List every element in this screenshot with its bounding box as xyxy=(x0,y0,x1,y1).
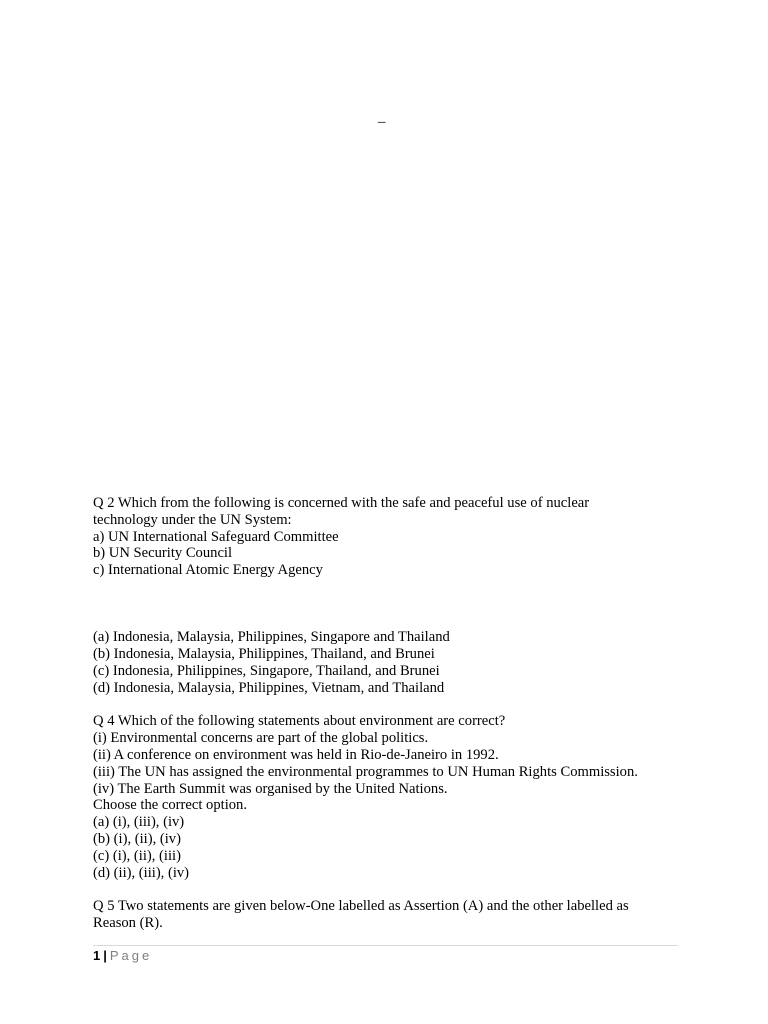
question-3-option-c: (c) Indonesia, Philippines, Singapore, Thailand, and Brunei xyxy=(93,662,440,679)
question-2-option-c: c) International Atomic Energy Agency xyxy=(93,562,323,579)
question-4-statement-iii: (iii) The UN has assigned the environmental programmes to UN Human Rights Commission. xyxy=(93,763,638,780)
page-number: 1 xyxy=(93,948,101,963)
question-5 xyxy=(93,898,693,932)
question-4-instruction: Choose the correct option. xyxy=(93,797,248,814)
question-4-statement-iv: (iv) The Earth Summit was organised by the United Nations. xyxy=(93,780,448,797)
question-4-statement-i: (i) Environmental concerns are part of the global politics. xyxy=(93,730,429,747)
question-3-option-a: (a) Indonesia, Malaysia, Philippines, Singapore and Thailand xyxy=(93,629,450,646)
question-2-option-a: a) UN International Safeguard Committee xyxy=(93,528,339,545)
header-dash: – xyxy=(378,114,386,130)
question-4-option-b: (b) (i), (ii), (iv) xyxy=(93,830,181,847)
question-5-text-line-1: Q 5 Two statements are given below-One labelled as Assertion (A) and the other labelled as xyxy=(93,898,629,915)
question-4-statement-ii: (ii) A conference on environment was held in Rio-de-Janeiro in 1992. xyxy=(93,746,499,763)
question-2 xyxy=(93,495,693,579)
question-5-text-line-2: Reason (R). xyxy=(93,914,163,931)
question-4 xyxy=(93,713,693,881)
question-2-option-b: b) UN Security Council xyxy=(93,545,233,562)
spacer xyxy=(93,881,693,898)
spacer xyxy=(93,697,693,714)
footer-separator: | xyxy=(103,948,107,963)
question-3-option-d: (d) Indonesia, Malaysia, Philippines, Vietnam, and Thailand xyxy=(93,679,445,696)
question-4-option-c: (c) (i), (ii), (iii) xyxy=(93,847,181,864)
document-body xyxy=(93,495,693,932)
question-2-text-line-1: Q 2 Which from the following is concerned with the safe and peaceful use of nuclear xyxy=(93,495,590,511)
footer-divider xyxy=(93,945,678,946)
page-footer xyxy=(93,948,152,964)
question-3-options xyxy=(93,629,693,696)
spacer xyxy=(93,579,693,629)
question-4-text: Q 4 Which of the following statements about environment are correct? xyxy=(93,713,506,730)
question-4-option-a: (a) (i), (iii), (iv) xyxy=(93,814,185,831)
question-2-text-line-2: technology under the UN System: xyxy=(93,511,292,528)
page-label: Page xyxy=(109,948,153,963)
question-3-option-b: (b) Indonesia, Malaysia, Philippines, Thailand, and Brunei xyxy=(93,646,435,663)
question-4-option-d: (d) (ii), (iii), (iv) xyxy=(93,864,190,881)
